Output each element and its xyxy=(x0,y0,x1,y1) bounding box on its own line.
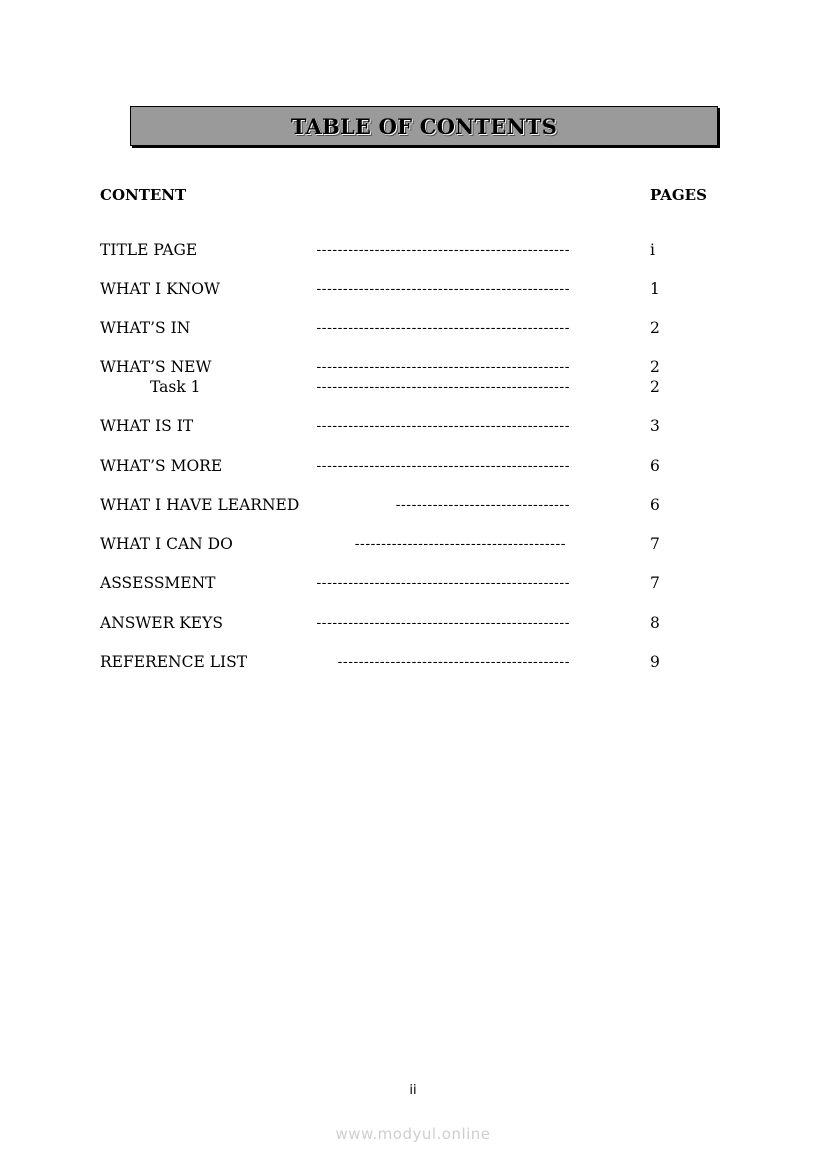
toc-entry-title-page xyxy=(0,240,826,260)
toc-entry-what-i-can-do xyxy=(0,534,826,554)
toc-entry-page: 6 xyxy=(650,496,660,514)
toc-entry-leader: ------------------------------------------------ xyxy=(316,359,570,375)
toc-entry-label: ANSWER KEYS xyxy=(100,614,223,632)
toc-entry-leader: -------------------------------------------- xyxy=(337,654,570,670)
toc-entry-whats-more xyxy=(0,456,826,476)
toc-entry-page: 2 xyxy=(650,319,660,337)
toc-entry-leader: ------------------------------------------------ xyxy=(316,575,570,591)
title-banner xyxy=(130,106,718,146)
toc-entry-leader: ------------------------------------------------ xyxy=(316,281,570,297)
toc-entry-whats-new xyxy=(0,357,826,377)
toc-entry-what-i-have-learned xyxy=(0,495,826,515)
toc-entry-label: WHAT I KNOW xyxy=(100,280,220,298)
toc-entry-label: WHAT’S IN xyxy=(100,319,191,337)
toc-entry-label: ASSESSMENT xyxy=(100,574,216,592)
toc-entry-page: 6 xyxy=(650,457,660,475)
toc-entry-leader: ------------------------------------------------ xyxy=(316,379,570,395)
toc-entry-leader: ------------------------------------------------ xyxy=(316,418,570,434)
toc-entry-label: WHAT IS IT xyxy=(100,417,194,435)
toc-entry-task-1 xyxy=(0,377,826,397)
toc-entry-what-i-know xyxy=(0,279,826,299)
toc-entry-leader: ------------------------------------------------ xyxy=(316,242,570,258)
toc-entry-assessment xyxy=(0,573,826,593)
toc-entry-reference-list xyxy=(0,652,826,672)
toc-entry-label: WHAT I CAN DO xyxy=(100,535,233,553)
toc-entry-page: i xyxy=(650,241,655,259)
toc-entry-leader: ---------------------------------------- xyxy=(354,536,566,552)
toc-entry-page: 7 xyxy=(650,574,660,592)
toc-entry-label: WHAT I HAVE LEARNED xyxy=(100,496,300,514)
watermark-text: www.modyul.online xyxy=(335,1125,491,1143)
toc-entry-answer-keys xyxy=(0,613,826,633)
toc-entry-page: 3 xyxy=(650,417,660,435)
toc-entry-label: Task 1 xyxy=(150,378,201,396)
pages-column-header: PAGES xyxy=(650,186,707,204)
toc-entry-leader: ------------------------------------------------ xyxy=(316,458,570,474)
toc-entry-page: 2 xyxy=(650,358,660,376)
toc-entry-page: 8 xyxy=(650,614,660,632)
toc-entry-what-is-it xyxy=(0,416,826,436)
toc-entry-label: REFERENCE LIST xyxy=(100,653,248,671)
toc-entry-leader: ------------------------------------------------ xyxy=(316,615,570,631)
toc-entry-page: 9 xyxy=(650,653,660,671)
toc-entry-label: WHAT’S NEW xyxy=(100,358,212,376)
content-column-header: CONTENT xyxy=(100,186,187,204)
toc-entry-page: 7 xyxy=(650,535,660,553)
toc-entry-label: TITLE PAGE xyxy=(100,241,198,259)
toc-entry-leader: ------------------------------------------------ xyxy=(316,320,570,336)
toc-entry-label: WHAT’S MORE xyxy=(100,457,223,475)
toc-entry-leader: --------------------------------- xyxy=(395,497,570,513)
toc-entry-page: 1 xyxy=(650,280,660,298)
toc-entry-page: 2 xyxy=(650,378,660,396)
page-title: TABLE OF CONTENTS xyxy=(290,113,558,139)
page-number: ii xyxy=(409,1083,417,1098)
toc-entry-whats-in xyxy=(0,318,826,338)
